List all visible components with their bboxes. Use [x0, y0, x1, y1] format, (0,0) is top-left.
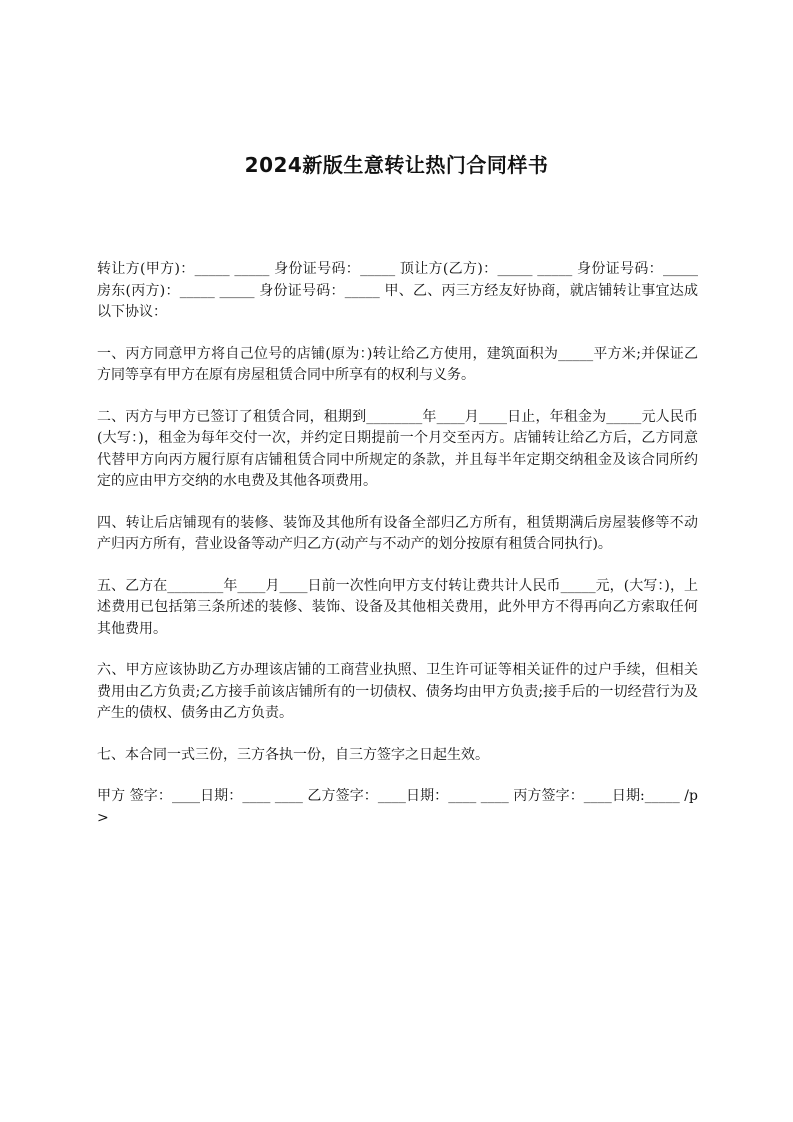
- paragraph-clause-2: 二、丙方与甲方已签订了租赁合同，租期到________年____月____日止，年租金为_____元人民币(大写：)，租金为每年交付一次，并约定日期提前一个月交至丙方。店铺转让给乙方后，乙方同意代替甲方向丙方履行原有店铺租赁合同中所规定的条款，并且每半年定期交纳租金及该合同所约定的应由甲方交纳的水电费及其他各项费用。: [97, 408, 698, 489]
- paragraph-parties: 转让方(甲方)：_____ _____ 身份证号码：_____ 顶让方(乙方)：_____ _____ 身份证号码：_____ 房东(丙方)：_____ _____ 身份证号码：_____ 甲、乙、丙三方经友好协商，就店铺转让事宜达成以下协议：: [97, 261, 698, 320]
- document-title: 2024新版生意转让热门合同样书: [244, 153, 549, 178]
- paragraph-clause-7: 七、本合同一式三份，三方各执一份，自三方签字之日起生效。: [97, 746, 489, 763]
- document-body: [97, 259, 698, 829]
- paragraph-clause-1: 一、丙方同意甲方将自己位号的店铺(原为：)转让给乙方使用，建筑面积为_____平方米;并保证乙方同等享有甲方在原有房屋租赁合同中所享有的权利与义务。: [97, 345, 698, 383]
- signature-line: 甲方 签字：____日期：____ ____ 乙方签字：____日期：____ ____ 丙方签字：____日期:_____ /p>: [97, 788, 698, 826]
- paragraph-clause-4: 四、转让后店铺现有的装修、装饰及其他所有设备全部归乙方所有，租赁期满后房屋装修等不动产归丙方所有，营业设备等动产归乙方(动产与不动产的划分按原有租赁合同执行)。: [97, 514, 698, 552]
- paragraph-clause-5: 五、乙方在________年____月____日前一次性向甲方支付转让费共计人民币_____元，(大写：)，上述费用已包括第三条所述的装修、装饰、设备及其他相关费用，此外甲方不得再向乙方索取任何其他费用。: [97, 577, 698, 637]
- paragraph-clause-6: 六、甲方应该协助乙方办理该店铺的工商营业执照、卫生许可证等相关证件的过户手续，但相关费用由乙方负责;乙方接手前该店铺所有的一切债权、债务均由甲方负责;接手后的一切经营行为及产生的债权、债务由乙方负责。: [97, 662, 698, 721]
